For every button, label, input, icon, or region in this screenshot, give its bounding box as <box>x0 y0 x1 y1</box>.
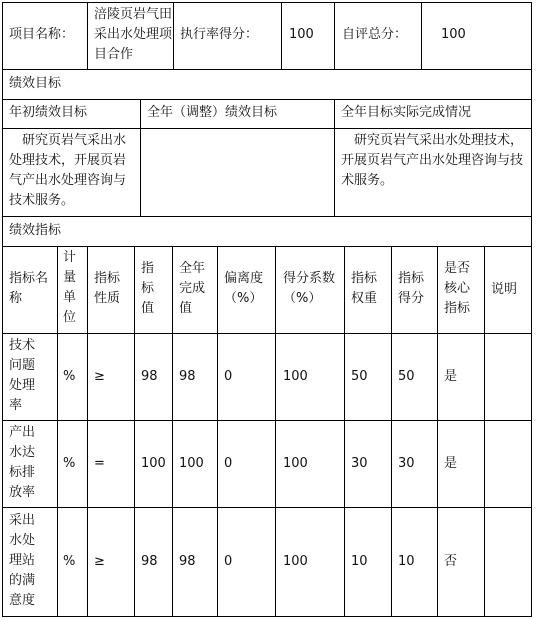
header-cell: 计量单位 <box>63 250 77 325</box>
table-cell: 50 <box>351 369 368 384</box>
rule <box>140 99 141 216</box>
project-name-label: 项目名称： <box>9 27 75 42</box>
rule <box>437 246 438 617</box>
goals-col-actual: 全年目标实际完成情况 <box>341 105 472 120</box>
rule <box>57 246 58 617</box>
table-cell: 98 <box>179 369 196 384</box>
table-cell: 100 <box>283 369 308 384</box>
rule <box>281 2 282 69</box>
rule <box>2 507 532 508</box>
table-cell: 否 <box>444 554 458 569</box>
header-cell: 指标名称 <box>9 271 49 306</box>
header-cell: 指标权重 <box>351 271 378 306</box>
rule <box>2 616 532 617</box>
project-name-value: 涪陵页岩气田采出水处理项目合作 <box>94 7 173 62</box>
rule <box>2 2 3 617</box>
rule <box>334 2 335 69</box>
rule <box>2 69 532 70</box>
rule <box>334 99 335 216</box>
table-cell: 98 <box>179 554 196 569</box>
rule <box>391 246 392 617</box>
table-cell: 98 <box>141 369 158 384</box>
rule <box>217 246 218 617</box>
self-eval-label: 自评总分： <box>342 27 408 42</box>
exec-rate-value: 100 <box>289 27 314 42</box>
table-cell: ≥ <box>94 369 105 384</box>
table-cell: 是 <box>444 456 458 471</box>
rule <box>134 246 135 617</box>
indicators-section-title: 绩效指标 <box>9 223 62 238</box>
header-cell: 偏离度（%） <box>224 271 264 306</box>
self-eval-value: 100 <box>441 27 466 42</box>
table-cell: 是 <box>444 369 458 384</box>
rule <box>2 128 532 129</box>
rule <box>172 246 173 617</box>
table-cell-name: 技术问题处理率 <box>9 338 36 413</box>
goals-section-title: 绩效目标 <box>9 76 62 91</box>
rule <box>173 2 174 69</box>
table-cell: 0 <box>224 554 233 569</box>
table-cell: 100 <box>283 554 308 569</box>
header-cell: 全年完成值 <box>179 261 206 316</box>
goals-initial-text: 研究页岩气采出水处理技术，开展页岩气产出水处理咨询与技术服务。 <box>9 133 127 208</box>
table-cell-name: 产出水达标排放率 <box>9 425 36 500</box>
rule <box>2 420 532 421</box>
rule <box>484 246 485 617</box>
table-cell: 100 <box>179 456 204 471</box>
header-cell: 是否核心指标 <box>444 261 471 316</box>
table-cell: % <box>63 369 76 384</box>
table-cell: 50 <box>398 369 415 384</box>
header-cell: 说明 <box>491 282 518 297</box>
table-cell: 98 <box>141 554 158 569</box>
table-cell: 100 <box>141 456 166 471</box>
rule <box>421 2 422 69</box>
table-cell: 30 <box>351 456 368 471</box>
header-cell: 指标得分 <box>398 271 425 306</box>
rule <box>87 2 88 69</box>
exec-rate-label: 执行率得分： <box>180 27 259 42</box>
table-cell: 30 <box>398 456 415 471</box>
goals-actual-text: 研究页岩气采出水处理技术，开展页岩气产出水处理咨询与技术服务。 <box>341 133 524 188</box>
rule <box>2 216 532 217</box>
goals-col-adjusted: 全年（调整）绩效目标 <box>147 105 278 120</box>
rule <box>2 246 532 247</box>
rule <box>2 2 532 3</box>
table-cell: % <box>63 456 76 471</box>
rule <box>87 246 88 617</box>
header-cell: 指标值 <box>141 261 155 316</box>
rule <box>344 246 345 617</box>
table-cell-name: 采出水处理站的满意度 <box>9 513 36 608</box>
rule <box>275 246 276 617</box>
rule <box>2 333 532 334</box>
header-cell: 指标性质 <box>94 271 121 306</box>
table-cell: 0 <box>224 456 233 471</box>
table-cell: 100 <box>283 456 308 471</box>
header-cell: 得分系数（%） <box>283 271 336 306</box>
table-cell: 10 <box>351 554 368 569</box>
rule <box>2 99 532 100</box>
table-cell: 10 <box>398 554 415 569</box>
table-cell: ≥ <box>94 554 105 569</box>
goals-col-initial: 年初绩效目标 <box>9 105 88 120</box>
rule <box>531 2 532 617</box>
table-cell: = <box>94 456 105 471</box>
table-cell: 0 <box>224 369 233 384</box>
table-cell: % <box>63 554 76 569</box>
